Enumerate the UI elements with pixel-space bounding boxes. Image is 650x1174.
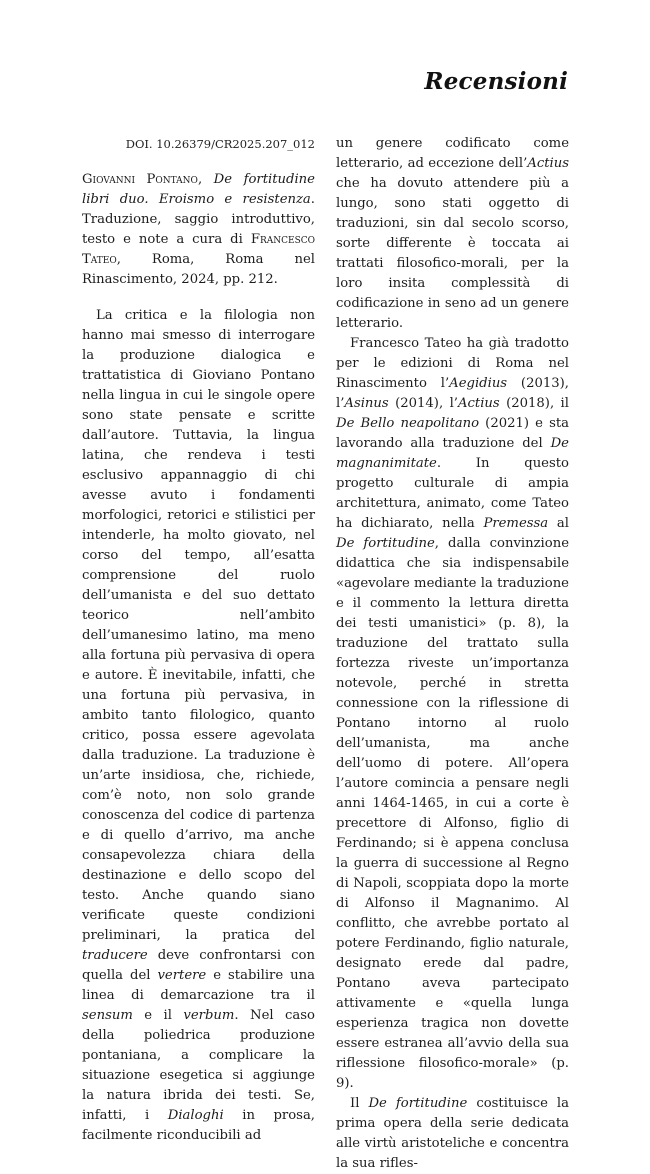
section-title: Recensioni — [424, 68, 568, 95]
text-run: . Nel caso della poliedrica produzione pontaniana, a complicare la situazione esegetica si aggiunge la natura ibrida dei testi. Se, infatti, i — [82, 1008, 315, 1123]
text-run: (2013), l’ — [336, 376, 569, 411]
italic-run: Asinus — [344, 396, 389, 411]
italic-run: De fortitudine — [336, 536, 435, 551]
italic-run: Dialoghi — [167, 1108, 224, 1123]
italic-run: De Bello neapolitano — [336, 416, 480, 431]
text-run: (2018), il — [499, 396, 569, 411]
paragraph-1 — [82, 306, 315, 1146]
italic-run: Actius — [457, 396, 500, 411]
italic-run: vertere — [157, 968, 207, 983]
text-run: in prosa, facilmente riconducibili ad — [82, 1108, 315, 1143]
right-column — [336, 134, 569, 1174]
paragraph-3 — [336, 1094, 569, 1174]
italic-run: verbum — [183, 1008, 235, 1023]
text-run: un genere codificato come letterario, ad eccezione dell’ — [336, 136, 569, 171]
ref-tail: , Roma, Roma nel Rinascimento, 2024, pp. 212. — [82, 252, 315, 287]
text-run: costituisce la prima opera della serie dedicata alle virtù aristoteliche e concentra la sua rifles- — [336, 1096, 570, 1171]
text-run: La critica e la filologia non hanno mai smesso di interrogare la produzione dialogica e trattatistica di Gioviano Pontano nella lingua in cui le singole opere sono state pensate e scritte dall’autore. Tuttavia, la lingua latina, che rendeva i testi esclusivo appannaggio di chi avesse avuto i fondamenti morfologici, retorici e stilistici per intenderle, ha molto giovato, nel corso del tempo, all’esatta comprensione del ruolo dell’umanista e del suo dettato teorico nell’ambito dell’umanesimo latino, ma meno alla fortuna più pervasiva di opera e autore. È inevitabile, infatti, che una fortuna più pervasiva, in ambito tanto filologico, quanto critico, possa essere agevolata dalla traduzione. La traduzione è un’arte insidiosa, che, richiede, com’è noto, non solo grande conoscenza del codice di partenza e di quello d’arrivo, ma anche consapevolezza chiara della destinazione e dello scopo del testo. Anche quando siano verificate queste condizioni preliminari, la pratica del — [82, 308, 315, 943]
italic-run: Aegidius — [449, 376, 508, 391]
bibliographic-reference — [82, 170, 315, 290]
left-column — [82, 134, 315, 1146]
paragraph-2 — [336, 334, 569, 1094]
ref-title: De fortitudine libri duo. Eroismo e resistenza — [82, 172, 315, 207]
text-run: Francesco Tateo ha già tradotto per le edizioni di Roma nel Rinascimento l’ — [336, 336, 569, 391]
italic-run: traducere — [82, 948, 148, 963]
ref-author: Giovanni Pontano — [82, 172, 198, 187]
italic-run: Premessa — [483, 516, 549, 531]
text-run: al — [548, 516, 569, 531]
text-run: e stabilire una linea di demarcazione tra il — [82, 968, 315, 1003]
text-run: , dalla convinzione didattica che sia indispensabile «agevolare mediante la traduzione e il commento la lettura diretta dei testi umanistici» (p. 8), la traduzione del trattato sulla fortezza riveste un’importanza notevole, perché in stretta connessione con la riflessione di Pontano intorno al ruolo dell’umanista, ma anche dell’uomo di potere. All’opera l’autore comincia a pensare negli anni 1464-1465, in cui a corte è precettore di Alfonso, figlio di Ferdinando; si è appena conclusa la guerra di successione al Regno di Napoli, scoppiata dopo la morte di Alfonso il Magnanimo. Al conflitto, che avrebbe portato al potere Ferdinando, figlio naturale, designato erede dal padre, Pontano aveva partecipato attivamente e «quella lunga esperienza tragica non dovette essere estranea all’avvio della sua riflessione filosofico-morale» (p. 9). — [336, 536, 570, 1091]
text-run: deve confrontarsi con quella del — [82, 948, 315, 983]
text-run: . In questo progetto culturale di ampia architettura, animato, come Tateo ha dichiarato, nella — [336, 456, 569, 531]
italic-run: Actius — [527, 156, 569, 171]
paragraph-1-continued — [336, 134, 569, 334]
text-run: Il — [350, 1096, 369, 1111]
italic-run: De fortitudine — [368, 1096, 468, 1111]
text-run: e il — [132, 1008, 184, 1023]
italic-run: De magnanimitate — [336, 436, 569, 471]
text-run: (2014), l’ — [388, 396, 458, 411]
italic-run: sensum — [82, 1008, 133, 1023]
ref-sep: , — [197, 172, 214, 187]
ref-mid: . Traduzione, saggio introduttivo, testo e note a cura di — [82, 192, 315, 247]
text-run: (2021) e sta lavorando alla traduzione del — [336, 416, 569, 451]
doi-line: DOI. 10.26379/CR2025.207_012 — [125, 137, 315, 151]
ref-editor: Francesco Tateo — [82, 232, 315, 267]
text-run: che ha dovuto attendere più a lungo, sono stati oggetto di traduzioni, sin dal secolo scorso, sorte differente è toccata ai trattati filosofico-morali, per la loro insita complessità di codificazione in seno ad un genere letterario. — [336, 176, 569, 331]
